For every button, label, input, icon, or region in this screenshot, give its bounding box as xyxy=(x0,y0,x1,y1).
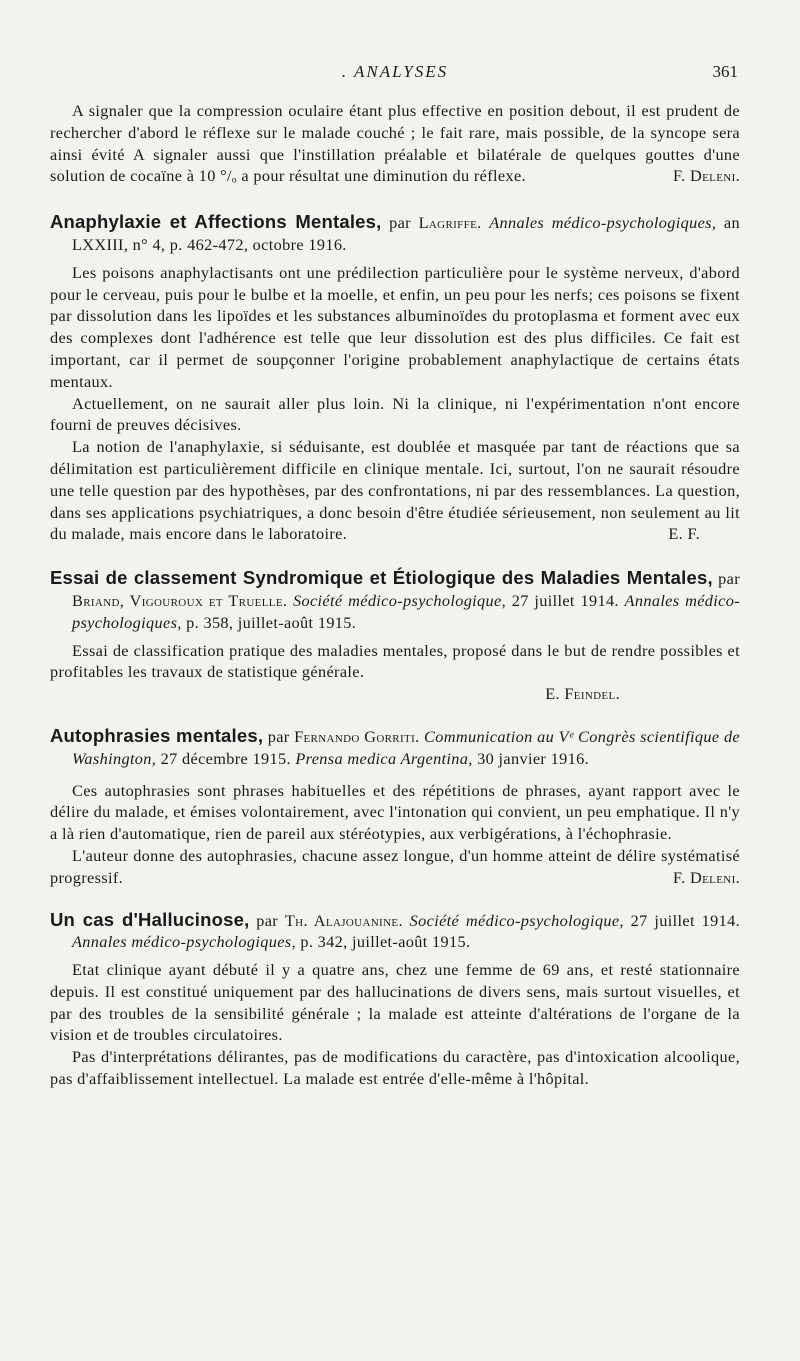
intro-paragraph xyxy=(50,100,740,187)
entry-title: Anaphylaxie et Affections Mentales, xyxy=(50,211,382,233)
entry-journal: Société médico-psychologique, xyxy=(409,910,624,930)
page-body xyxy=(50,100,740,1090)
entry-by: par xyxy=(263,726,295,746)
entry-sep: . xyxy=(398,910,410,930)
entry-journal-2: Prensa medica Argentina, xyxy=(295,748,473,768)
entry-journal: Annales médico-psychologiques, xyxy=(489,213,717,233)
entry-details-2: p. 342, juillet-août 1915. xyxy=(295,932,471,952)
entry-details: 27 décembre 1915. xyxy=(156,748,296,768)
entry-3-paragraph-2 xyxy=(50,845,740,889)
entry-details: 27 juillet 1914. xyxy=(506,590,625,610)
entry-sep: . xyxy=(282,590,293,610)
entry-2-paragraph-1: Essai de classification pratique des maladies mentales, proposé dans le but de rendre possibles et profitables les travaux de statistique générale. xyxy=(50,640,740,682)
entry-journal: Société médico-psychologique, xyxy=(293,590,507,610)
entry-4-paragraph-1: Etat clinique ayant débuté il y a quatre ans, chez une femme de 69 ans, et resté stationnaire depuis. Il est constitué uniquement par des hallucinations de divers sens, mais surtout visuelles, et par des troubles de la sensibilité générale ; la malade est atteinte d'altérations de l'organe de la vision et de troubles circulatoires. xyxy=(50,960,740,1045)
entry-3-signature: F. Deleni. xyxy=(673,867,740,887)
entry-by: par xyxy=(712,569,740,589)
entry-authors: Th. Alajouanine xyxy=(284,910,399,930)
entry-2-heading xyxy=(50,567,740,633)
entry-details-2: 30 janvier 1916. xyxy=(472,748,589,768)
entry-journal-2: Annales médico-psychologiques, xyxy=(72,932,296,952)
entry-authors: Briand, Vigouroux et Truelle xyxy=(72,590,283,610)
entry-sep: . xyxy=(477,213,490,233)
entry-3-heading xyxy=(50,725,740,770)
entry-sep: . xyxy=(415,726,425,746)
entry-journal: Communication au Vᵉ Congrès scientifique de Washington, xyxy=(72,726,741,768)
entry-1-heading xyxy=(50,211,740,256)
entry-2-signature-line xyxy=(50,683,740,705)
entry-details: 27 juillet 1914. xyxy=(623,910,740,930)
entry-1-signature: E. F. xyxy=(668,524,700,544)
entry-by: par xyxy=(381,213,419,233)
page-header xyxy=(50,62,740,84)
entry-title: Un cas d'Hallucinose, xyxy=(50,908,250,930)
entry-1-paragraph-3 xyxy=(50,436,740,545)
entry-authors: Lagriffe xyxy=(418,213,478,233)
entry-3-paragraph-1: Ces autophrasies sont phrases habituelles et des répétitions de phrases, ayant rapport avec le délire du malade, et émises volontairement, avec l'intonation qui convient, un peu emphatique. Il n'y a là rien d'automatique, rien de pareil aux stéréotypies, aux verbigérations, à l'échophrasie. xyxy=(50,780,740,844)
entry-2-signature: E. Feindel. xyxy=(545,684,620,704)
running-title: . ANALYSES xyxy=(341,62,449,81)
entry-3-paragraph-2-text: L'auteur donne des autophrasies, chacune assez longue, d'un homme atteint de délire systématisé progressif. xyxy=(50,845,740,887)
entry-title: Autophrasies mentales, xyxy=(50,724,264,746)
entry-by: par xyxy=(249,910,285,930)
page-number: 361 xyxy=(712,62,738,81)
entry-details-2: p. 358, juillet-août 1915. xyxy=(181,612,357,632)
intro-signature: F. Deleni. xyxy=(673,166,740,186)
entry-authors: Fernando Gorriti xyxy=(294,726,416,746)
entry-4-heading xyxy=(50,909,740,954)
entry-journal-2: Annales médico-psychologiques, xyxy=(72,590,741,632)
intro-text: A signaler que la compression oculaire étant plus effective en position debout, il est prudent de rechercher d'abord le réflexe sur le malade couché ; le fait rare, mais possible, de la syncope sera ainsi évité A signaler aussi que l'instillation préalable et bilatérale de quelques gouttes d'une solution de cocaïne à 10 °/ₒ a pour résultat une diminution du réflexe. xyxy=(50,101,740,186)
entry-title: Essai de classement Syndromique et Étiologique des Maladies Mentales, xyxy=(50,567,713,589)
entry-details: an LXXIII, n° 4, p. 462-472, octobre 1916. xyxy=(72,213,740,254)
entry-4-paragraph-2: Pas d'interprétations délirantes, pas de modifications du caractère, pas d'intoxication alcoolique, pas d'affaiblissement intellectuel. La malade est entrée d'elle-même à l'hôpital. xyxy=(50,1047,740,1089)
entry-1-paragraph-3-text: La notion de l'anaphylaxie, si séduisante, est doublée et masquée par tant de réactions que sa délimitation est particulièrement difficile en clinique mentale. Ici, surtout, l'on ne saurait résoudre une telle question par des hypothèses, par des confrontations, ni par des ressemblances. La question, dans ses applications psychiatriques, a donc besoin d'être étudiée sérieusement, non seulement au lit du malade, mais encore dans le laboratoire. xyxy=(50,437,740,544)
entry-1-paragraph-2: Actuellement, on ne saurait aller plus loin. Ni la clinique, ni l'expérimentation n'ont encore fourni de preuves décisives. xyxy=(50,393,740,435)
entry-1-paragraph-1: Les poisons anaphylactisants ont une prédilection particulière pour le système nerveux, d'abord pour le cerveau, puis pour le bulbe et la moelle, et enfin, un peu pour les nerfs; ces poisons se fixent par dissolution dans les lipoïdes et les substances albuminoïdes du protoplasma et forment avec eux des complexes dont l'adhérence est telle que leur dissolution est des plus difficiles. Ce fait est important, car il permet de soupçonner l'origine probablement anaphylactique de certains états mentaux. xyxy=(50,262,740,391)
